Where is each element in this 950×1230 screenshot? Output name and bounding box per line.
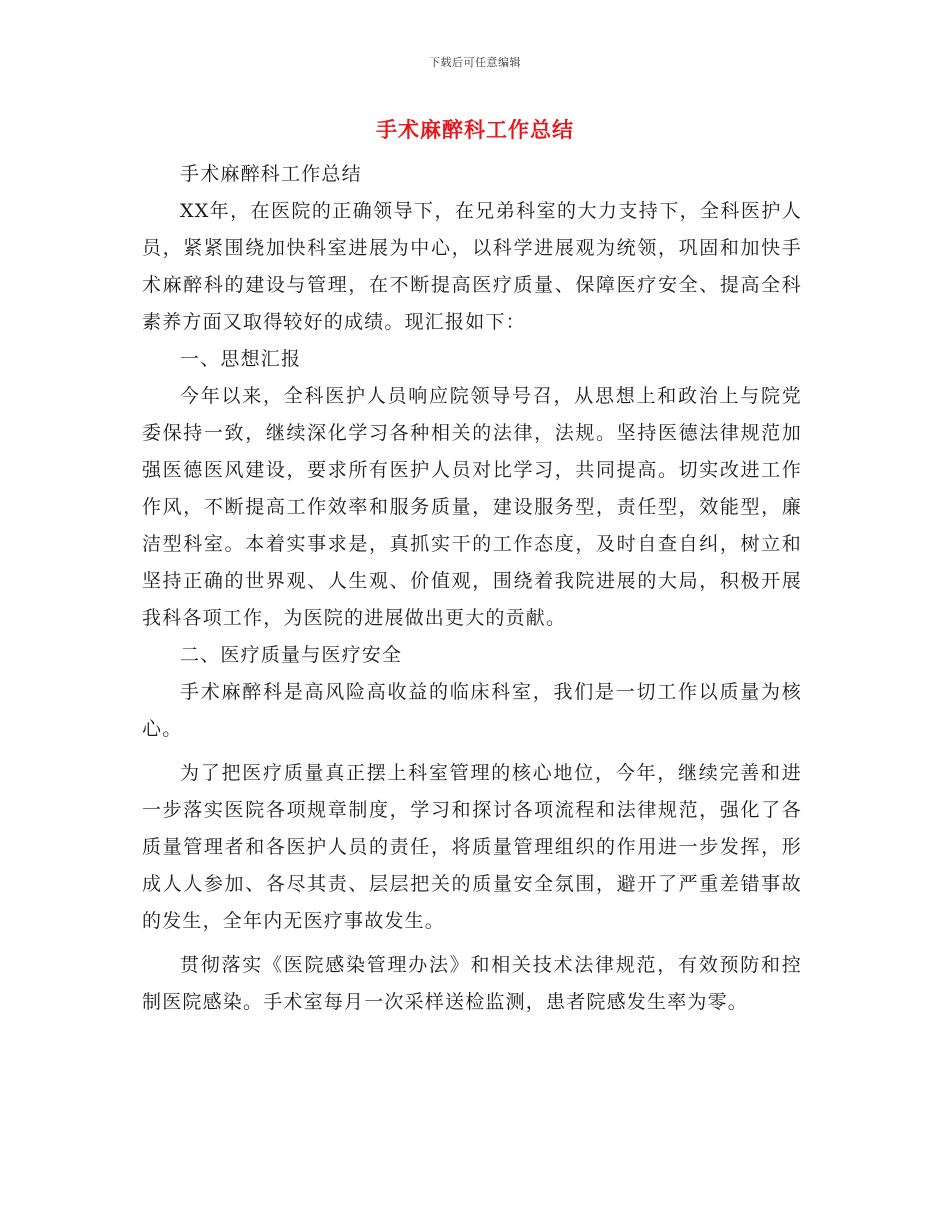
section-heading-1: 一、思想汇报 [180, 348, 302, 370]
header-note: 下载后可任意编辑 [429, 56, 521, 69]
section-1-paragraph: 今年以来，全科医护人员响应院领导号召，从思想上和政治上与院党委保持一致，继续深化学习各种相关的法律，法规。坚持医德法律规范加强医德医风建设，要求所有医护人员对比学习，共同提高。切实改进工作作风，不断提高工作效率和服务质量，建设服务型，责任型，效能型，廉洁型科室。本着实事求是，真抓实干的工作态度，及时自查自纠，树立和坚持正确的世界观、人生观、价值观，围绕着我院进展的大局，积极开展我科各项工作，为医院的进展做出更大的贡献。 [142, 385, 802, 629]
section-2-paragraph-1: 手术麻醉科是高风险高收益的临床科室，我们是一切工作以质量为核心。 [142, 681, 802, 740]
document-title: 手术麻醉科工作总结 [376, 117, 574, 142]
document-body [142, 156, 802, 1021]
section-2-paragraph-3: 贯彻落实《医院感染管理办法》和相关技术法律规范，有效预防和控制医院感染。手术室每月一次采样送检监测，患者院感发生率为零。 [142, 954, 802, 1013]
subtitle-paragraph: 手术麻醉科工作总结 [180, 163, 362, 185]
section-heading-2: 二、医疗质量与医疗安全 [180, 644, 403, 666]
section-2-paragraph-2: 为了把医疗质量真正摆上科室管理的核心地位，今年，继续完善和进一步落实医院各项规章制度，学习和探讨各项流程和法律规范，强化了各质量管理者和各医护人员的责任，将质量管理组织的作用进一步发挥，形成人人参加、各尽其责、层层把关的质量安全氛围，避开了严重差错事故的发生，全年内无医疗事故发生。 [142, 762, 802, 932]
intro-paragraph: XX年，在医院的正确领导下，在兄弟科室的大力支持下，全科医护人员，紧紧围绕加快科室进展为中心，以科学进展观为统领，巩固和加快手术麻醉科的建设与管理，在不断提高医疗质量、保障医疗安全、提高全科素养方面又取得较好的成绩。现汇报如下： [142, 200, 802, 333]
